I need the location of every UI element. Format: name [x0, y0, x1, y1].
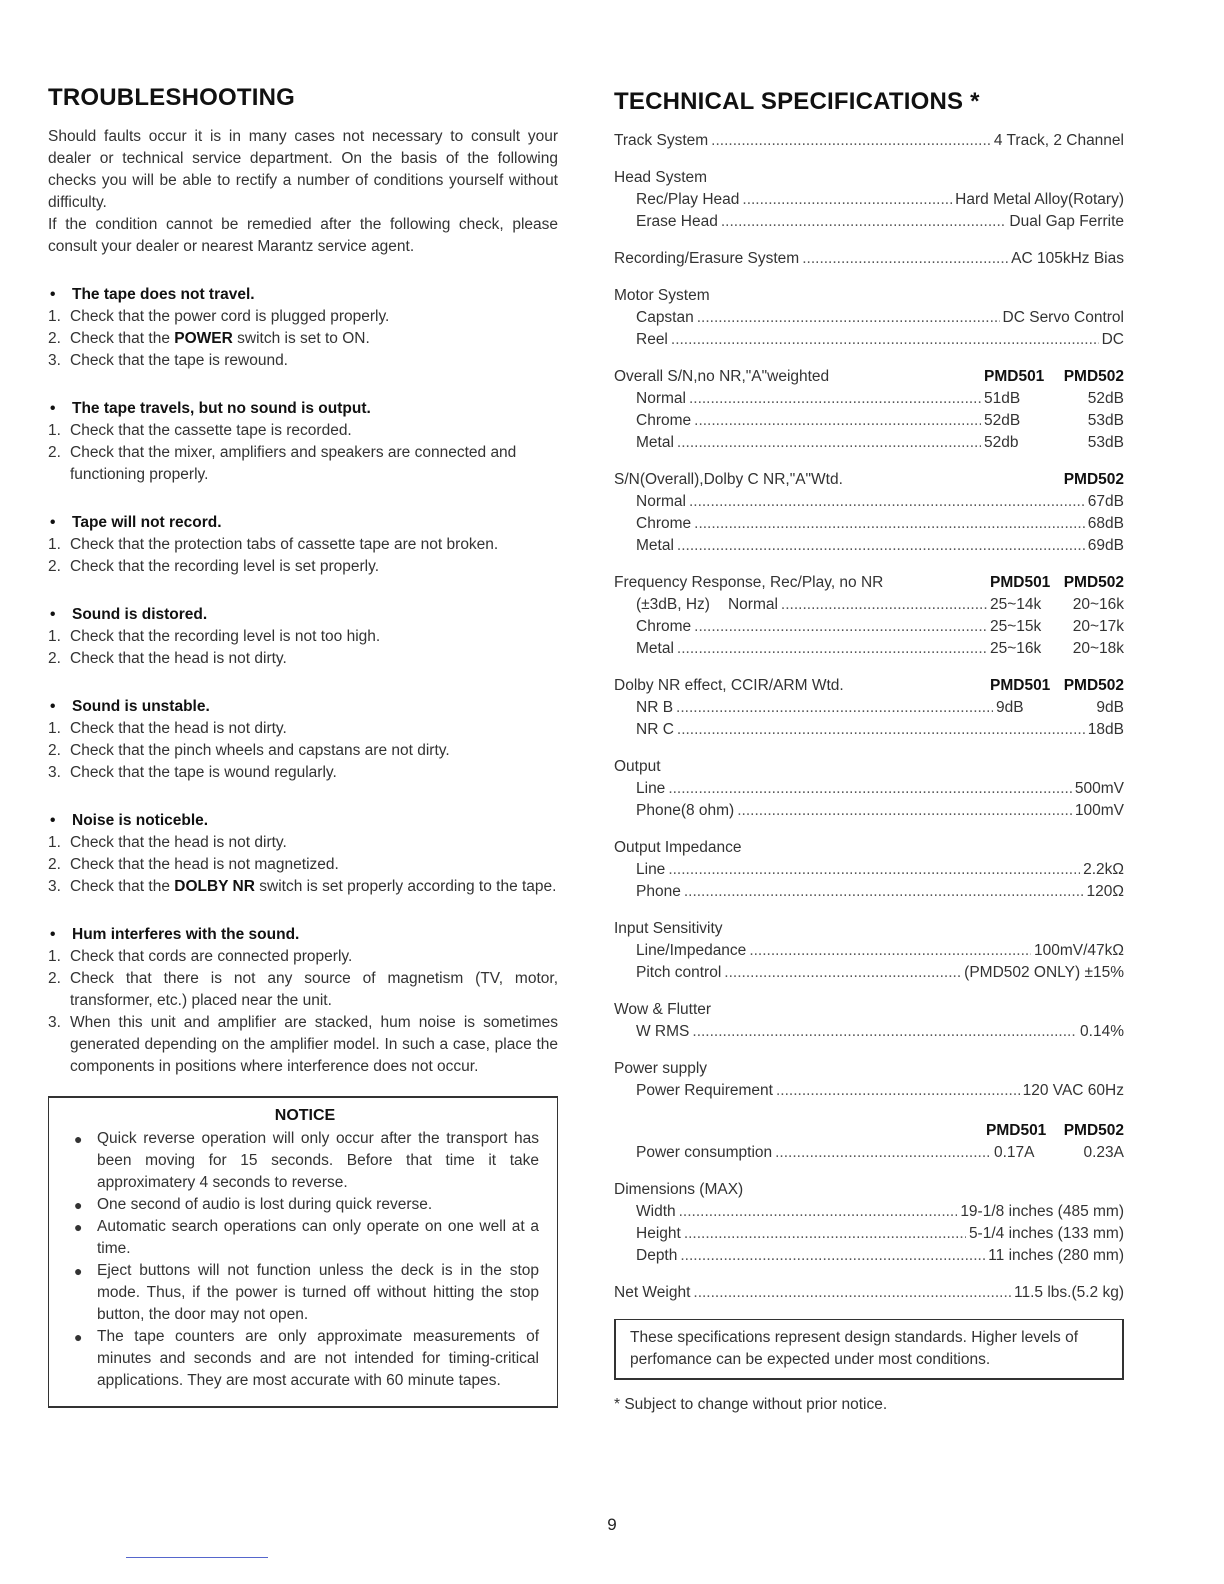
bullet-icon: •: [50, 698, 56, 715]
spec-input-sensitivity: Input Sensitivity Line/Impedance ..... 100mV/47kΩ Pitch control ..... (PMD502 ONLY) ±15%: [614, 918, 1124, 984]
notice-title: NOTICE: [274, 1107, 336, 1124]
section-title: The tape travels, but no sound is output.: [72, 400, 371, 417]
list-item: 2. Check that the mixer, amplifiers and speakers are connected and functioning properly.: [48, 444, 517, 483]
list-item: 1. Check that the recording level is not too high.: [48, 628, 381, 645]
notice-item: ● Automatic search operations can only operate on one well at a time.: [74, 1218, 539, 1257]
notice-box: [48, 1096, 558, 1408]
list-item: 2. Check that there is not any source of magnetism (TV, motor, transformer, etc.) placed near the unit.: [48, 970, 558, 1009]
list-item: 3. Check that the tape is rewound.: [48, 352, 288, 369]
bullet-icon: ●: [74, 1197, 83, 1213]
bullet-icon: •: [50, 606, 56, 623]
bullet-icon: •: [50, 926, 56, 943]
spec-head-system: Head System Rec/Play Head ..... Hard Metal Alloy(Rotary) Erase Head ..... Dual Gap Ferrite: [614, 167, 1124, 233]
section-noise: [48, 810, 558, 898]
bullet-icon: ●: [74, 1219, 83, 1235]
bullet-icon: ●: [74, 1329, 83, 1345]
spec-recording-erasure: Recording/Erasure System ..... AC 105kHz Bias: [614, 248, 1124, 270]
spec-sn-no-nr: Overall S/N,no NR,"A"weighted PMD501 PMD502 Normal ..... 51dB 52dB Chrome ..... 52dB 53dB Metal ..... 52db 53dB: [614, 366, 1124, 454]
list-item: 3. Check that the tape is wound regularly.: [48, 764, 337, 781]
bullet-icon: ●: [74, 1131, 83, 1147]
bullet-icon: ●: [74, 1263, 83, 1279]
spec-net-weight: Net Weight ..... 11.5 lbs.(5.2 kg): [614, 1282, 1124, 1304]
list-item: 1. Check that the power cord is plugged properly.: [48, 308, 390, 325]
section-no-sound: [48, 398, 558, 486]
list-item: 1. Check that the head is not dirty.: [48, 720, 287, 737]
section-hum: [48, 924, 558, 1078]
list-item: 2. Check that the head is not dirty.: [48, 650, 287, 667]
troubleshooting-title: TROUBLESHOOTING: [48, 84, 295, 111]
list-item: 3. When this unit and amplifier are stacked, hum noise is sometimes generated depending on the amplifier model. In such a case, place the components in positions where interference does not occur.: [48, 1014, 558, 1075]
section-distorted: [48, 604, 558, 670]
spec-motor-system: Motor System Capstan ..... DC Servo Control Reel ..... DC: [614, 285, 1124, 351]
bullet-icon: •: [50, 286, 56, 303]
intro-paragraph-1: Should faults occur it is in many cases not necessary to consult your dealer or technical service department. On the basis of the following checks you will be able to rectify a number of conditions yourself without difficulty.: [48, 128, 558, 211]
troubleshooting-intro: [48, 126, 558, 258]
intro-paragraph-2: If the condition cannot be remedied after the following check, please consult your dealer or nearest Marantz service agent.: [48, 216, 558, 255]
notice-item: ● Quick reverse operation will only occur after the transport has been moving for 15 seconds. Before that time it take approximatery 4 seconds to reverse.: [74, 1130, 539, 1191]
section-title: Sound is unstable.: [72, 698, 210, 715]
notice-item: ● The tape counters are only approximate measurements of minutes and seconds and are not intended for timing-critical applications. They are most accurate with 60 minute tapes.: [74, 1328, 539, 1389]
footnote: * Subject to change without prior notice.: [614, 1396, 888, 1413]
list-item: 2. Check that the head is not magnetized.: [48, 856, 339, 873]
specifications-title: TECHNICAL SPECIFICATIONS *: [614, 88, 980, 115]
section-title: The tape does not travel.: [72, 286, 255, 303]
bullet-icon: •: [50, 514, 56, 531]
spec-wow-flutter: Wow & Flutter W RMS ..... 0.14%: [614, 999, 1124, 1043]
section-will-not-record: [48, 512, 558, 578]
section-tape-not-travel: [48, 284, 558, 372]
spec-sn-dolby: S/N(Overall),Dolby C NR,"A"Wtd. PMD502 Normal ..... 67dB Chrome ..... 68dB Metal ..... 69dB: [614, 469, 1124, 557]
list-item: 1. Check that cords are connected properly.: [48, 948, 353, 965]
bottom-rule: [126, 1557, 268, 1558]
list-item: 3. Check that the DOLBY NR switch is set properly according to the tape.: [48, 878, 557, 895]
section-title: Noise is noticeble.: [72, 812, 209, 829]
list-item: 2. Check that the recording level is set properly.: [48, 558, 380, 575]
specifications-column: [614, 88, 1124, 1416]
spec-dimensions: Dimensions (MAX) Width ..... 19-1/8 inches (485 mm) Height ..... 5-1/4 inches (133 mm) Depth ..... 11 inches (280 mm): [614, 1179, 1124, 1267]
section-title: Hum interferes with the sound.: [72, 926, 300, 943]
page-number: 9: [607, 1515, 617, 1534]
specifications-note: These specifications represent design standards. Higher levels of perfomance can be expected under most conditions.: [614, 1319, 1124, 1380]
spec-power-supply: Power supply Power Requirement ..... 120 VAC 60Hz: [614, 1058, 1124, 1102]
spec-output-impedance: Output Impedance Line ..... 2.2kΩ Phone ..... 120Ω: [614, 837, 1124, 903]
spec-power-consumption: PMD501 PMD502 Power consumption ..... 0.17A 0.23A: [614, 1120, 1124, 1164]
list-item: 1. Check that the cassette tape is recorded.: [48, 422, 352, 439]
spec-track-system: Track System ..... 4 Track, 2 Channel: [614, 130, 1124, 152]
section-title: Tape will not record.: [72, 514, 222, 531]
list-item: 1. Check that the protection tabs of cassette tape are not broken.: [48, 536, 499, 553]
spec-frequency-response: Frequency Response, Rec/Play, no NR PMD501 PMD502 (±3dB, Hz) Normal ..... 25~14k 20~16k Chrome ..... 25~15k 20~17k Metal ..... 25~16k 20~18k: [614, 572, 1124, 660]
spec-output: Output Line ..... 500mV Phone(8 ohm) ..... 100mV: [614, 756, 1124, 822]
spec-dolby-nr-effect: Dolby NR effect, CCIR/ARM Wtd. PMD501 PMD502 NR B ..... 9dB 9dB NR C ..... 18dB: [614, 675, 1124, 741]
section-unstable: [48, 696, 558, 784]
troubleshooting-column: [48, 84, 558, 1408]
list-item: 2. Check that the POWER switch is set to ON.: [48, 330, 370, 347]
list-item: 1. Check that the head is not dirty.: [48, 834, 287, 851]
notice-item: ● Eject buttons will not function unless the deck is in the stop mode. Thus, if the power is turned off without hitting the stop button, the door may not open.: [74, 1262, 539, 1323]
bullet-icon: •: [50, 812, 56, 829]
bullet-icon: •: [50, 400, 56, 417]
list-item: 2. Check that the pinch wheels and capstans are not dirty.: [48, 742, 450, 759]
section-title: Sound is distored.: [72, 606, 208, 623]
notice-item: ● One second of audio is lost during quick reverse.: [71, 1194, 539, 1216]
